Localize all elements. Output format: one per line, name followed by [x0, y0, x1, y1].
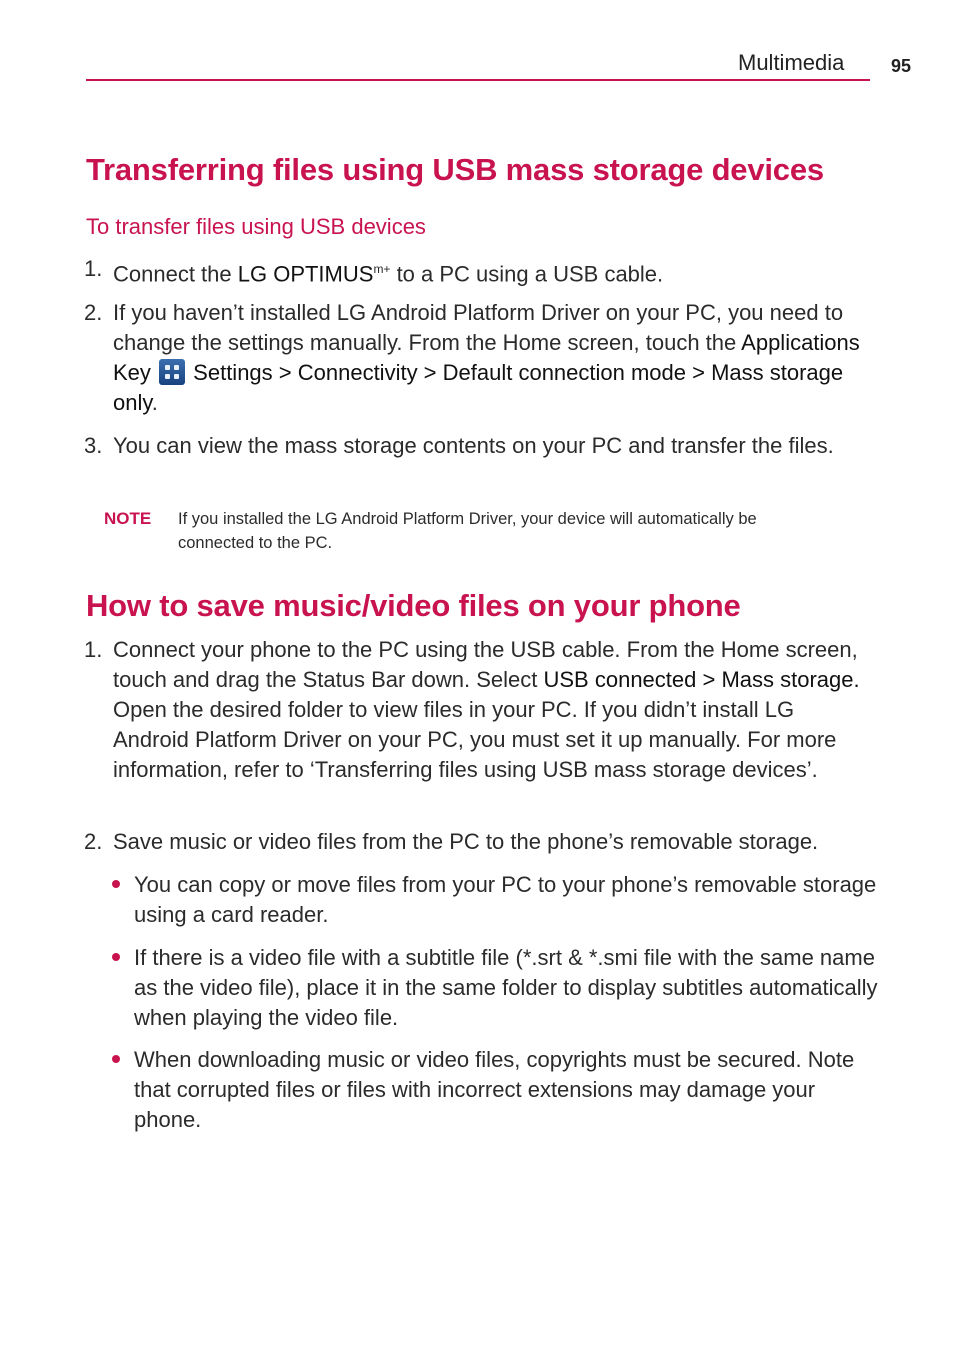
section2-bullet-2	[112, 943, 882, 1033]
section2-step-1	[84, 635, 874, 785]
bullet-text: When downloading music or video files, copyrights must be secured. Note that corrupted files or files with incorrect extensions may damage your phone.	[134, 1047, 855, 1132]
applications-grid-icon	[159, 359, 185, 385]
bullet-dot	[112, 1055, 120, 1063]
section2-bullet-3	[112, 1045, 882, 1135]
section2-step-2	[84, 827, 874, 857]
header-section-title: Multimedia	[738, 50, 845, 75]
step-text: Save music or video files from the PC to the phone’s removable storage.	[113, 829, 819, 854]
step-text: If you haven’t installed LG Android Platform Driver on your PC, you need to change the settings manually. From the Home screen, touch the	[113, 300, 844, 355]
step-text: Connect the	[113, 261, 238, 287]
usb-path: USB connected > Mass storage.	[543, 667, 860, 692]
bullet-dot	[112, 880, 120, 888]
step-text: Open the desired folder to view files in your PC. If you didn’t install LG Android Platform Driver on your PC, you must set it up manually. For more information, refer to ‘Transferring files using USB mass storage devices’.	[113, 697, 837, 782]
section1-step-2	[84, 298, 874, 418]
bullet-text: You can copy or move files from your PC to your phone’s removable storage using a card reader.	[134, 872, 877, 927]
bullet-text: If there is a video file with a subtitle file (*.srt & *.smi file with the same name as the video file), place it in the same folder to display subtitles automatically when playing the video file.	[134, 945, 878, 1030]
section1-subtitle: To transfer files using USB devices	[86, 214, 426, 239]
applications-key-label: Applications Key	[113, 330, 860, 385]
step-text: to a PC using a USB cable.	[390, 261, 664, 287]
step-number: 2.	[84, 300, 103, 325]
step-text: .	[151, 390, 158, 415]
section1-step-3	[84, 431, 874, 461]
page-number: 95	[891, 56, 912, 76]
note-text: If you installed the LG Android Platform Driver, your device will automatically be connected to the PC.	[178, 510, 757, 552]
step-number: 2.	[84, 829, 103, 854]
step-number: 1.	[84, 637, 103, 662]
section2-bullet-1	[112, 870, 882, 930]
header-divider	[86, 79, 870, 81]
step-number: 1.	[84, 256, 103, 281]
device-name-suffix: m+	[373, 262, 391, 276]
step-text: Connect your phone to the PC using the USB cable. From the Home screen, touch and drag the Status Bar down. Select	[113, 637, 858, 692]
section1-step-1	[84, 254, 874, 289]
settings-path: Settings > Connectivity > Default connection mode > Mass storage only	[113, 360, 844, 415]
section1-title: Transferring files using USB mass storage devices	[86, 152, 824, 187]
step-number: 3.	[84, 433, 103, 458]
step-text: You can view the mass storage contents on your PC and transfer the files.	[113, 433, 834, 458]
section2-title: How to save music/video files on your phone	[86, 588, 741, 623]
note-label: NOTE	[104, 509, 152, 528]
bullet-dot	[112, 953, 120, 961]
device-name: LG OPTIMUS	[237, 261, 374, 287]
